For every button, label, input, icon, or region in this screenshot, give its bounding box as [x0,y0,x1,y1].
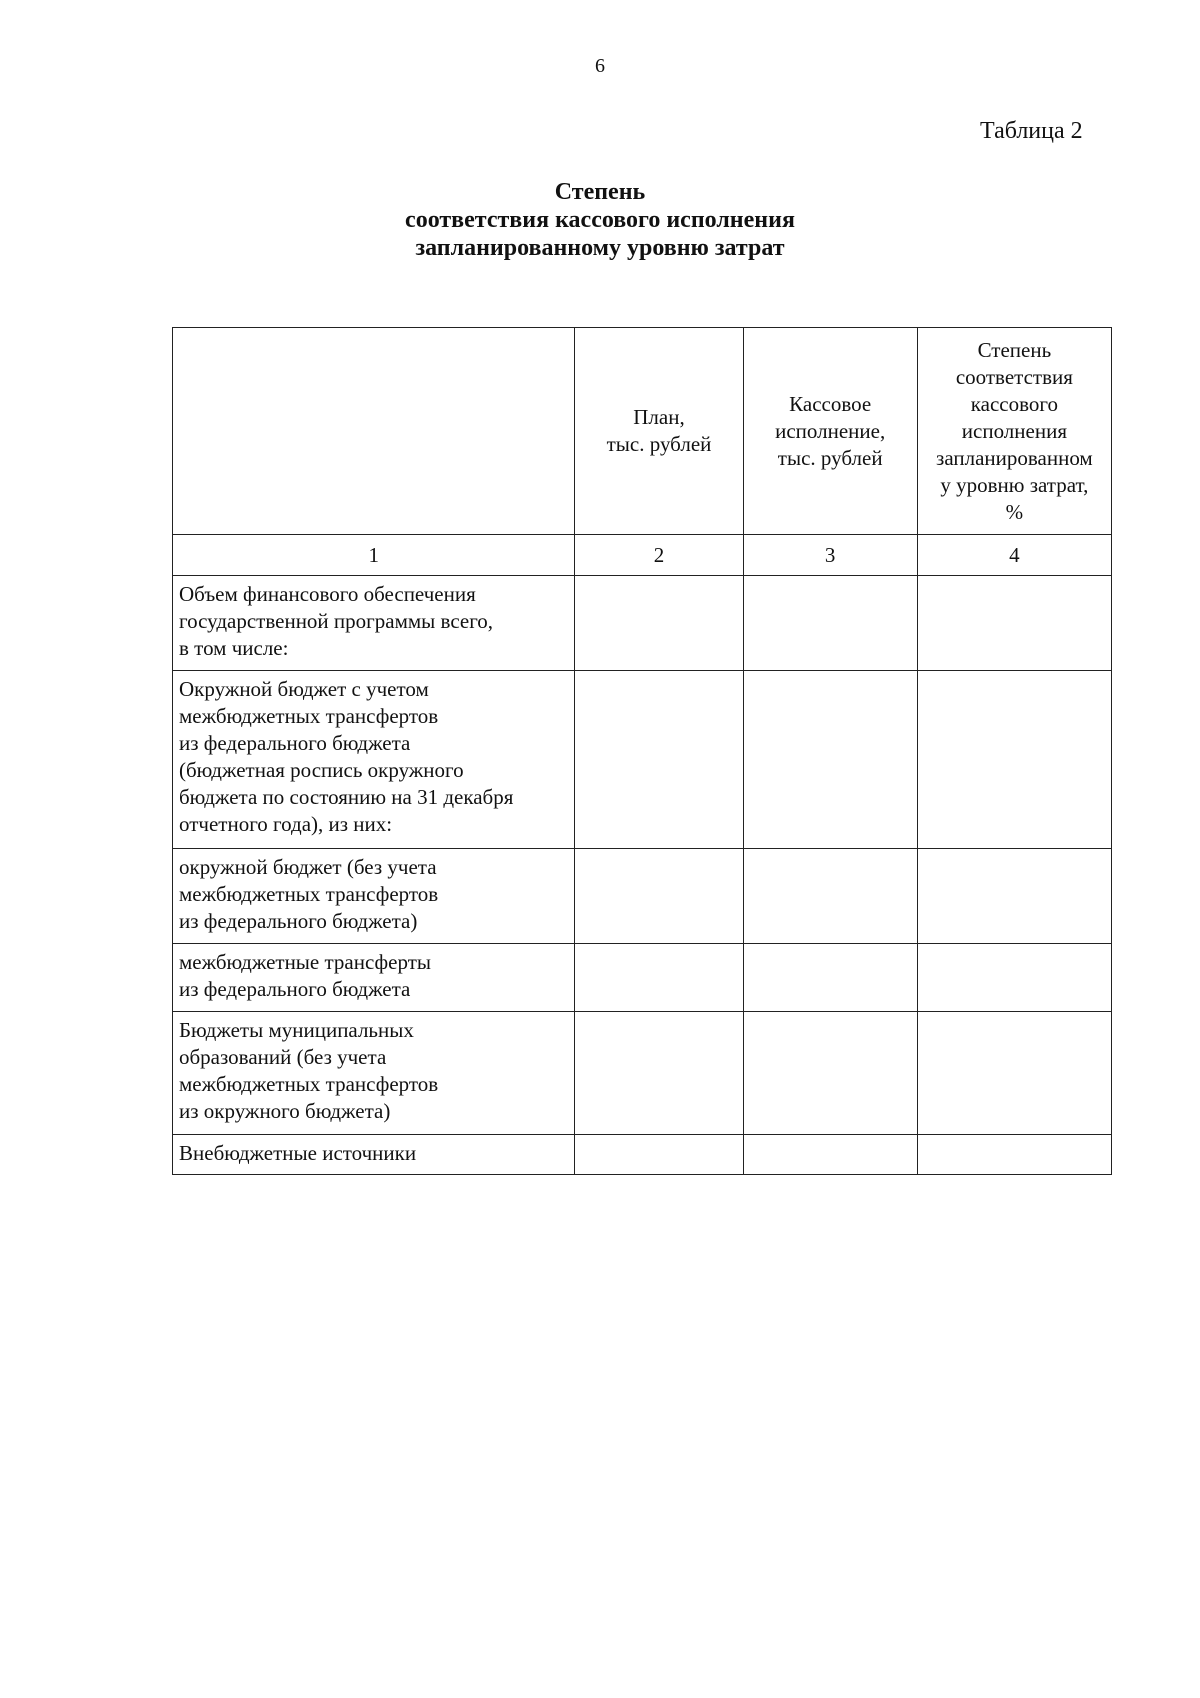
column-number-cell: 1 [173,535,575,576]
table-row [173,671,1112,849]
table-row [173,1012,1112,1135]
cell-execution [743,1135,917,1175]
cell-execution [743,671,917,849]
column-number-cell: 4 [917,535,1111,576]
cell-execution [743,944,917,1012]
cell-plan [575,576,743,671]
cell-plan [575,1012,743,1135]
row-label-total-funding: Объем финансового обеспечения государственной программы всего, в том числе: [173,576,575,671]
column-number-row [173,535,1112,576]
column-number-cell: 3 [743,535,917,576]
cell-plan [575,1135,743,1175]
cell-degree [917,1135,1111,1175]
cell-degree [917,1012,1111,1135]
cell-execution [743,1012,917,1135]
cell-degree [917,576,1111,671]
table-row [173,1135,1112,1175]
title-line-3: запланированному уровню затрат [415,235,785,261]
cell-execution [743,849,917,944]
row-label-federal-transfers: межбюджетные трансферты из федерального бюджета [173,944,575,1012]
title-line-1: Степень [554,179,646,205]
table-label: Таблица 2 [980,118,1083,144]
row-label-municipal-budgets: Бюджеты муниципальных образований (без учета межбюджетных трансфертов из окружного бюджета) [173,1012,575,1135]
table-row [173,944,1112,1012]
header-cell-description [173,328,575,535]
budget-execution-table [172,327,1112,1175]
document-title [0,178,1200,262]
row-label-extrabudgetary-sources: Внебюджетные источники [173,1135,575,1175]
row-label-district-budget-with-transfers: Окружной бюджет с учетом межбюджетных трансфертов из федерального бюджета (бюджетная роспись окружного бюджета по состоянию на 31 декабря отчетного года), из них: [173,671,575,849]
cell-degree [917,944,1111,1012]
page-number: 6 [595,55,605,77]
cell-plan [575,944,743,1012]
title-line-2: соответствия кассового исполнения [405,207,795,233]
cell-plan [575,849,743,944]
table-header-row [173,328,1112,535]
cell-degree [917,849,1111,944]
table-row [173,576,1112,671]
row-label-district-budget-without-transfers: окружной бюджет (без учета межбюджетных трансфертов из федерального бюджета) [173,849,575,944]
table-row [173,849,1112,944]
header-cell-execution: Кассовое исполнение, тыс. рублей [743,328,917,535]
cell-execution [743,576,917,671]
cell-plan [575,671,743,849]
cell-degree [917,671,1111,849]
header-cell-plan: План, тыс. рублей [575,328,743,535]
column-number-cell: 2 [575,535,743,576]
header-cell-degree: Степень соответствия кассового исполнения запланированном у уровню затрат, % [917,328,1111,535]
